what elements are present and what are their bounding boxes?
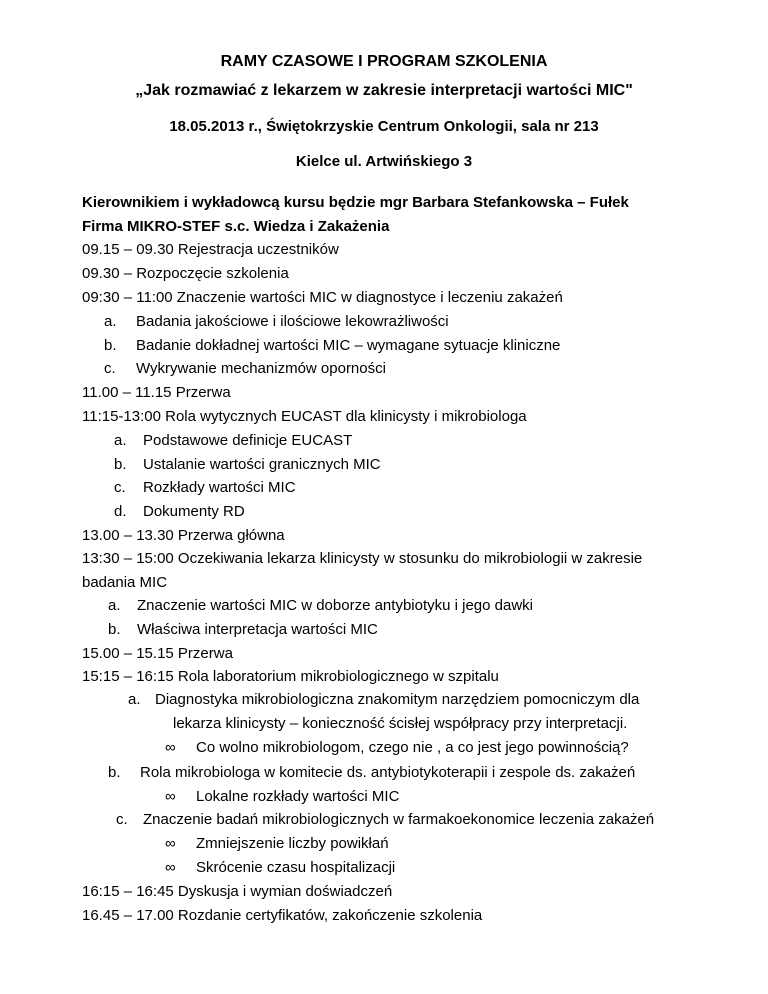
list-marker: b.: [104, 337, 117, 354]
sub-item-text: Co wolno mikrobiologom, czego nie , a co jest jego powinnością?: [196, 739, 629, 756]
program-session-mic: 09:30 – 11:00 Znaczenie wartości MIC w diagnostyce i leczeniu zakażeń: [82, 289, 563, 306]
list-item: [114, 455, 127, 475]
program-break: 11.00 – 11.15 Przerwa: [82, 384, 231, 401]
list-item-text: Znaczenie badań mikrobiologicznych w farmakoekonomice leczenia zakażeń: [143, 811, 655, 828]
list-item: [114, 478, 126, 498]
list-item: [116, 810, 128, 830]
list-item-text-cont: lekarza klinicysty – konieczność ścisłej współpracy przy interpretacji.: [173, 715, 628, 732]
infinity-bullet-icon: ∞: [165, 835, 176, 852]
list-item-text: Badania jakościowe i ilościowe lekowrażliwości: [136, 313, 449, 330]
list-item-text: Ustalanie wartości granicznych MIC: [143, 456, 381, 473]
sub-item-text: Skrócenie czasu hospitalizacji: [196, 859, 396, 876]
list-marker: c.: [116, 811, 128, 828]
program-session-expectations-cont: badania MIC: [82, 574, 168, 591]
list-marker: b.: [108, 621, 121, 638]
infinity-bullet-icon: ∞: [165, 739, 176, 756]
program-break-2: 15.00 – 15.15 Przerwa: [82, 645, 233, 662]
list-marker: b.: [114, 456, 127, 473]
list-item-text: Podstawowe definicje EUCAST: [143, 432, 353, 449]
program-main-break: 13.00 – 13.30 Przerwa główna: [82, 527, 285, 544]
list-item: [104, 312, 117, 332]
course-subtitle: „Jak rozmawiać z lekarzem w zakresie interpretacji wartości MIC": [135, 82, 633, 99]
list-item-text: Dokumenty RD: [143, 503, 245, 520]
list-item: [108, 596, 121, 616]
list-item: [108, 620, 121, 640]
list-item: [104, 359, 116, 379]
infinity-bullet-icon: ∞: [165, 788, 176, 805]
list-marker: c.: [104, 360, 116, 377]
list-item: [114, 502, 127, 522]
list-marker: a.: [108, 597, 121, 614]
list-item-text: Wykrywanie mechanizmów oporności: [136, 360, 386, 377]
list-marker: a.: [128, 691, 141, 708]
program-session-laboratory: 15:15 – 16:15 Rola laboratorium mikrobiologicznego w szpitalu: [82, 668, 499, 685]
date-place: 18.05.2013 r., Świętokrzyskie Centrum Onkologii, sala nr 213: [169, 118, 599, 135]
program-start: 09.30 – Rozpoczęcie szkolenia: [82, 265, 289, 282]
list-item: [114, 431, 127, 451]
infinity-bullet-icon: ∞: [165, 859, 176, 876]
page-title: RAMY CZASOWE I PROGRAM SZKOLENIA: [220, 53, 548, 70]
list-item-text: Rozkłady wartości MIC: [143, 479, 296, 496]
list-marker: a.: [104, 313, 117, 330]
program-registration: 09.15 – 09.30 Rejestracja uczestników: [82, 241, 339, 258]
list-item-text: Diagnostyka mikrobiologiczna znakomitym narzędziem pomocniczym dla: [155, 691, 640, 708]
list-item-text: Znaczenie wartości MIC w doborze antybiotyku i jego dawki: [137, 597, 534, 614]
list-item: [104, 336, 117, 356]
list-marker: a.: [114, 432, 127, 449]
list-marker: c.: [114, 479, 126, 496]
list-marker: d.: [114, 503, 127, 520]
program-closing: 16.45 – 17.00 Rozdanie certyfikatów, zakończenie szkolenia: [82, 907, 483, 924]
list-marker: b.: [108, 764, 121, 781]
lead-line-1: Kierownikiem i wykładowcą kursu będzie mgr Barbara Stefankowska – Fułek: [82, 194, 629, 211]
city-address: Kielce ul. Artwińskiego 3: [295, 153, 473, 170]
program-session-eucast: 11:15-13:00 Rola wytycznych EUCAST dla klinicysty i mikrobiologa: [82, 408, 527, 425]
sub-item-text: Zmniejszenie liczby powikłań: [196, 835, 389, 852]
program-discussion: 16:15 – 16:45 Dyskusja i wymian doświadczeń: [82, 883, 393, 900]
list-item-text: Właściwa interpretacja wartości MIC: [137, 621, 378, 638]
list-item: [128, 690, 141, 710]
list-item: [108, 763, 121, 783]
lead-line-2: Firma MIKRO-STEF s.c. Wiedza i Zakażenia: [82, 218, 390, 235]
list-item-text: Rola mikrobiologa w komitecie ds. antybiotykoterapii i zespole ds. zakażeń: [140, 764, 636, 781]
list-item-text: Badanie dokładnej wartości MIC – wymagane sytuacje kliniczne: [136, 337, 561, 354]
sub-item-text: Lokalne rozkłady wartości MIC: [196, 788, 400, 805]
program-session-expectations: 13:30 – 15:00 Oczekiwania lekarza klinicysty w stosunku do mikrobiologii w zakresie: [82, 550, 643, 567]
